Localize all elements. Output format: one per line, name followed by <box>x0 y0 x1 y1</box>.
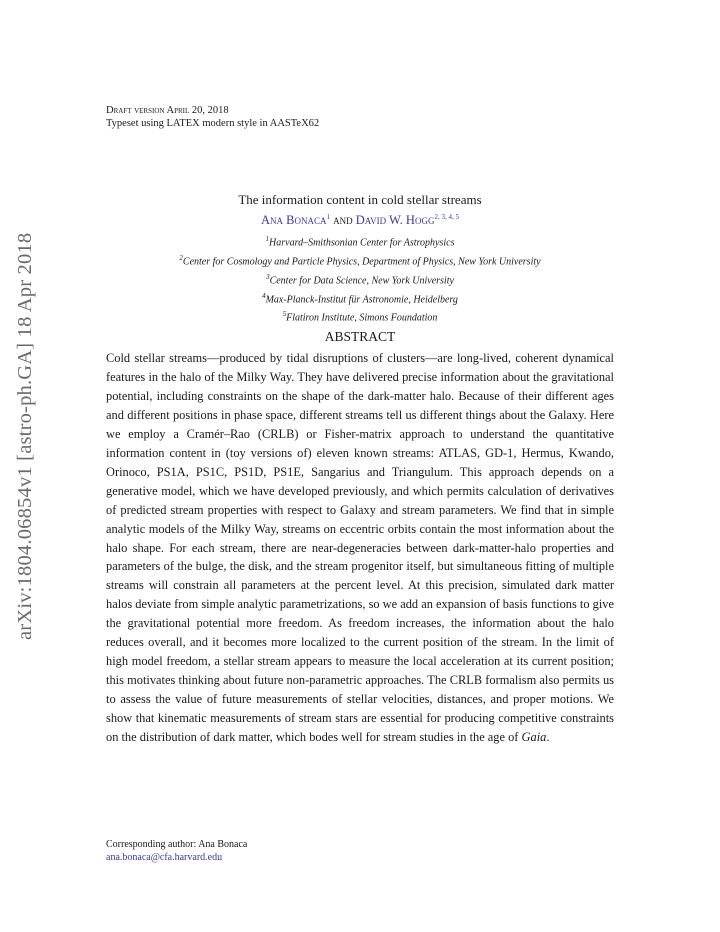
page-header <box>106 104 319 130</box>
affiliation-list <box>106 232 614 326</box>
abstract-text: Cold stellar streams—produced by tidal disruptions of clusters—are long-lived, coherent dynamical features in the halo of the Milky Way. They have delivered precise information about the gravitational potential, including constraints on the shape of the dark-matter halo. Because of their different ages and different positions in phase space, different streams tell us different things about the Galaxy. Here we employ a Cramér–Rao (CRLB) or Fisher-matrix approach to understand the quantitative information content in (toy versions of) eleven known streams: ATLAS, GD-1, Hermus, Kwando, Orinoco, PS1A, PS1C, PS1D, PS1E, Sangarius and Triangulum. This approach depends on a generative model, which we have developed previously, and which permits calculation of derivatives of predicted stream properties with respect to Galaxy and stream parameters. We find that in simple analytic models of the Milky Way, streams on eccentric orbits contain the most information about the halo shape. For each stream, there are near-degeneracies between dark-matter-halo properties and parameters of the bulge, the disk, and the stream progenitor itself, but simultaneous fitting of multiple streams will constrain all parameters at the percent level. At this precision, simulated dark matter halos deviate from simple analytic parametrizations, so we add an expansion of basis functions to give the gravitational potential more freedom. As freedom increases, the information about the halo reduces overall, and it becomes more localized to the current position of the stream. In the limit of high model freedom, a stellar stream appears to measure the local acceleration at its current position; this motivates thinking about future non-parametric approaches. The CRLB formalism also permits us to assess the value of future measurements of stellar velocities, distances, and proper motions. We show that kinematic measurements of stream stars are essential for producing competitive constraints on the distribution of dark matter, which bodes well for stream studies in the age of Gaia. <box>106 351 614 745</box>
title-block <box>106 192 614 326</box>
arxiv-identifier-stamp[interactable]: arXiv:1804.06854v1 [astro-ph.GA] 18 Apr 2018 <box>14 232 36 640</box>
author-list <box>106 213 614 228</box>
corresponding-author <box>106 838 247 864</box>
email-link[interactable]: ana.bonaca@cfa.harvard.edu <box>106 852 223 863</box>
abstract-heading: ABSTRACT <box>324 329 396 344</box>
paper-title: The information content in cold stellar streams <box>238 192 482 207</box>
affiliation: $^3$Center for Data Science, New York University <box>266 272 454 287</box>
author-affiliation-sup: 2, 3, 4, 5 <box>434 213 459 221</box>
draft-version: Draft version April 20, 2018 <box>106 105 229 116</box>
gaia-mission-name: Gaia <box>521 730 547 745</box>
typeset-note: Typeset using LATEX modern style in AASTeX62 <box>106 118 320 129</box>
author-conjunction: and <box>333 213 353 228</box>
affiliation: $^1$Harvard–Smithsonian Center for Astrophysics <box>265 235 455 249</box>
affiliation: $^2$Center for Cosmology and Particle Physics, Department of Physics, New York University <box>179 253 541 268</box>
author-name[interactable]: Ana Bonaca <box>261 213 327 228</box>
corresponding-author-label: Corresponding author: Ana Bonaca <box>106 839 248 850</box>
affiliation: $^5$Flatiron Institute, Simons Foundation <box>282 310 438 324</box>
author-name[interactable]: David W. Hogg <box>355 213 435 228</box>
author-affiliation-sup: 1 <box>326 213 331 221</box>
affiliation: $^4$Max-Planck-Institut für Astronomie, Heidelberg <box>262 291 458 305</box>
